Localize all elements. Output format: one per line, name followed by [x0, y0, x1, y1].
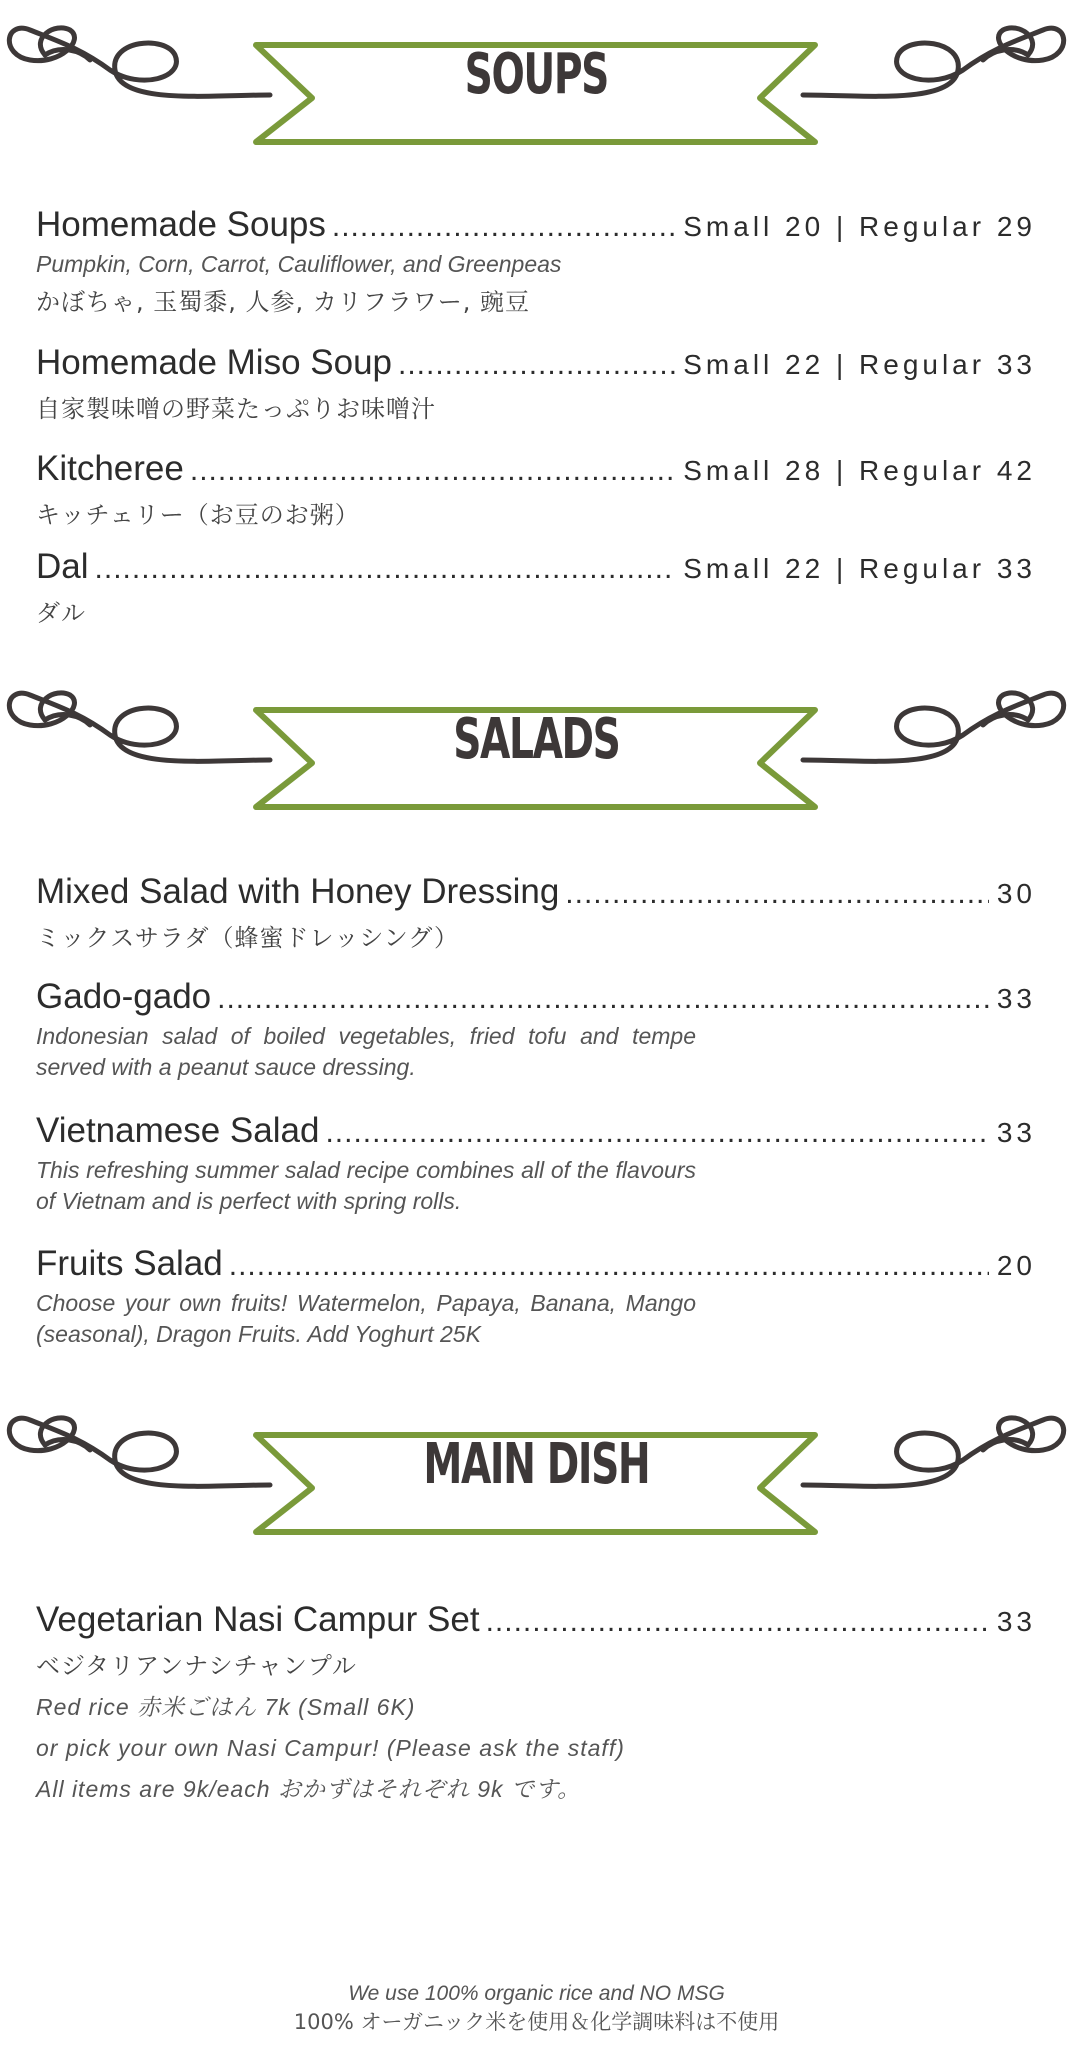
item-detail-line: or pick your own Nasi Campur! (Please ask the staff) — [36, 1735, 625, 1761]
item-description: This refreshing summer salad recipe combines all of the flavours of Vietnam and is perfect with spring rolls. — [36, 1157, 696, 1214]
soups-banner — [0, 0, 1073, 145]
footer-line-japanese: 100% オーガニック米を使用＆化学調味料は不使用 — [293, 2010, 780, 2034]
item-name: Fruits Salad — [36, 1244, 223, 1283]
footer-line-english: We use 100% organic rice and NO MSG — [348, 1982, 725, 2005]
item-price: Small 28 | Regular 42 — [683, 455, 1036, 486]
item-name: Vegetarian Nasi Campur Set — [36, 1600, 480, 1639]
section-title-main-dish: MAIN DISH — [423, 1432, 650, 1497]
menu-item — [36, 449, 1036, 530]
salads-banner — [0, 665, 1073, 810]
leader-dots — [398, 348, 675, 382]
item-name: Homemade Soups — [36, 205, 326, 244]
item-price: Small 22 | Regular 33 — [683, 553, 1036, 584]
menu-item — [36, 977, 1036, 1083]
item-name: Gado-gado — [36, 977, 212, 1016]
item-japanese-name: ミックスサラダ（蜂蜜ドレッシング） — [36, 924, 459, 952]
main-dish-banner — [0, 1390, 1073, 1535]
menu-item — [36, 1111, 1036, 1217]
item-detail-line: Red rice 赤米ごはん 7k (Small 6K) — [36, 1694, 416, 1720]
leader-dots — [486, 1605, 989, 1639]
menu-item — [36, 343, 1036, 424]
leader-dots — [332, 210, 675, 244]
item-price: 30 — [996, 878, 1036, 909]
item-japanese-name: キッチェリー（お豆のお粥） — [36, 501, 360, 529]
menu-item — [36, 547, 1036, 628]
menu-item — [36, 205, 1036, 317]
item-japanese-name: ダル — [36, 599, 86, 627]
menu-item — [36, 1244, 1036, 1350]
item-price: Small 20 | Regular 29 — [683, 211, 1036, 242]
item-price: 33 — [996, 1117, 1036, 1148]
item-description: Choose your own fruits! Watermelon, Papaya, Banana, Mango (seasonal), Dragon Fruits. Add Yoghurt 25K — [36, 1290, 696, 1347]
item-japanese-name: かぼちゃ, 玉蜀黍, 人参, カリフラワー, 豌豆 — [36, 288, 531, 316]
leader-dots — [95, 552, 676, 586]
item-japanese-name: ベジタリアンナシチャンプル — [36, 1652, 357, 1680]
menu-item — [36, 872, 1036, 953]
leader-dots — [190, 454, 675, 488]
section-title-salads: SALADS — [453, 707, 620, 772]
leader-dots — [217, 982, 989, 1016]
section-title-soups: SOUPS — [464, 42, 609, 107]
item-description: Pumpkin, Corn, Carrot, Cauliflower, and Greenpeas — [36, 251, 562, 277]
leader-dots — [229, 1249, 989, 1283]
item-name: Mixed Salad with Honey Dressing — [36, 872, 560, 911]
item-price: 33 — [996, 983, 1036, 1014]
item-price: 20 — [996, 1250, 1036, 1281]
item-description: Indonesian salad of boiled vegetables, fried tofu and tempe served with a peanut sauce dressing. — [36, 1023, 696, 1080]
leader-dots — [565, 877, 989, 911]
item-name: Homemade Miso Soup — [36, 343, 392, 382]
item-price: 33 — [996, 1606, 1036, 1637]
item-name: Vietnamese Salad — [36, 1111, 320, 1150]
item-name: Kitcheree — [36, 449, 184, 488]
item-price: Small 22 | Regular 33 — [683, 349, 1036, 380]
menu-item — [36, 1600, 1036, 1808]
item-japanese-name: 自家製味噌の野菜たっぷりお味噌汁 — [36, 395, 436, 423]
item-name: Dal — [36, 547, 89, 586]
leader-dots — [325, 1116, 988, 1150]
footer-note — [0, 1982, 1073, 2036]
item-detail-line: All items are 9k/each おかずはそれぞれ 9k です。 — [36, 1776, 582, 1802]
